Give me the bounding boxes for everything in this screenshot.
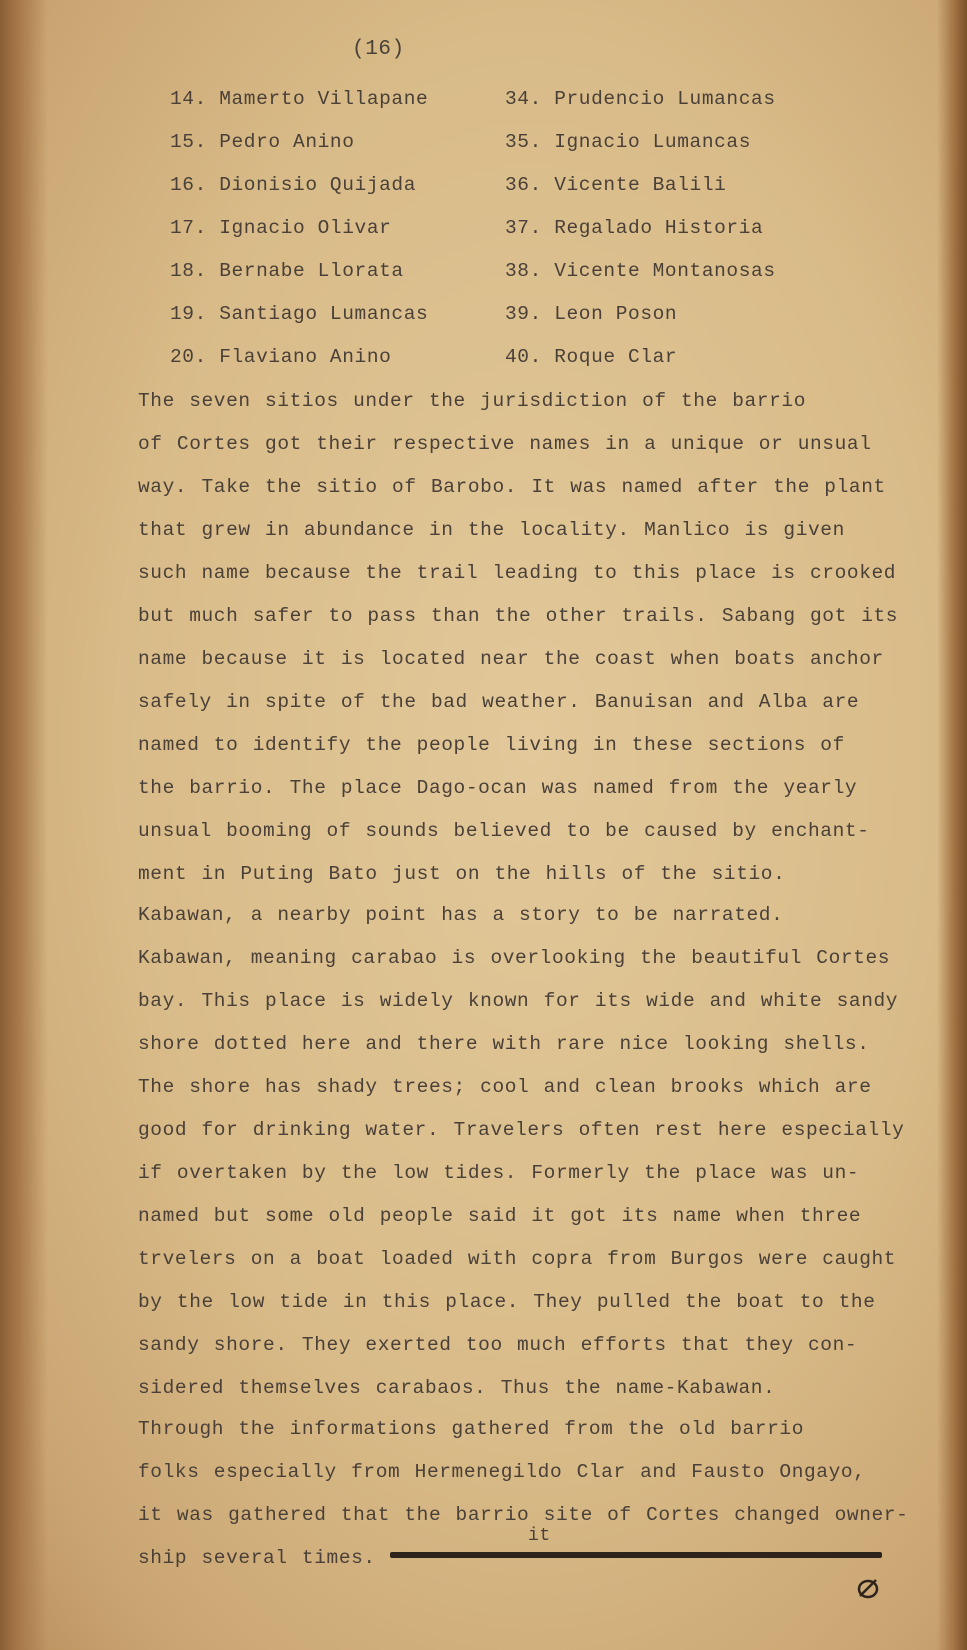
list-item: 17. Ignacio Olivar — [170, 217, 392, 239]
list-item: 19. Santiago Lumancas — [170, 303, 429, 325]
paragraph-kabawan: Kabawan, a nearby point has a story to be narrated. Kabawan, meaning carabao is overlooking the beautiful Cortes bay. This place is widely known for its wide and white sandy shore dotted here and there with rare nice looking shells. The shore has shady trees; cool and clean brooks which are good for drinking water. Travelers often rest here especially if overtaken by the low tides. Formerly the place was un- named but some old people said it got its name when three trvelers on a boat loaded with copra from Burgos were caught by the low tide in this place. They pulled the boat to the sandy shore. They exerted too much efforts that they con- sidered themselves carabaos. Thus the name-Kabawan. — [138, 904, 905, 1399]
paragraph-sitios-names: The seven sitios under the jurisdiction of the barrio of Cortes got their respective names in a unique or unsual way. Take the sitio of Barobo. It was named after the plant that grew in abundance in the locality. Manlico is given such name because the trail leading to this place is crooked but much safer to pass than the other trails. Sabang got its name because it is located near the coast when boats anchor safely in spite of the bad weather. Banuisan and Alba are named to identify the people living in these sections of the barrio. The place Dago-ocan was named from the yearly unsual booming of sounds believed to be caused by enchant- ment in Puting Bato just on the hills of the sitio. — [138, 390, 899, 885]
name-list-left — [170, 84, 428, 385]
list-item: 36. Vicente Balili — [505, 174, 727, 196]
strikethrough-line — [390, 1552, 882, 1558]
list-item: 35. Ignacio Lumancas — [505, 131, 752, 153]
list-item: 20. Flaviano Anino — [170, 346, 392, 368]
name-list-right — [505, 84, 776, 385]
list-item: 40. Roque Clar — [505, 346, 678, 368]
list-item: 38. Vicente Montanosas — [505, 260, 776, 282]
list-item: 18. Bernabe Llorata — [170, 260, 404, 282]
page-edge-shadow-left — [0, 0, 48, 1650]
list-item: 39. Leon Poson — [505, 303, 678, 325]
page-edge-shadow-right — [937, 0, 967, 1650]
page-number: (16) — [352, 38, 405, 61]
list-item: 16. Dionisio Quijada — [170, 174, 417, 196]
handwritten-insertion: it — [528, 1526, 551, 1546]
list-item: 37. Regalado Historia — [505, 217, 764, 239]
strikethrough-mark — [390, 1542, 882, 1564]
list-item: 34. Prudencio Lumancas — [505, 88, 776, 110]
paragraph-barrio-ownership: Through the informations gathered from the old barrio folks especially from Hermenegildo Clar and Fausto Ongayo, it was gathered that the barrio site of Cortes changed owner- ship several times. — [138, 1418, 909, 1569]
list-item: 14. Mamerto Villapane — [170, 88, 429, 110]
list-item: 15. Pedro Anino — [170, 131, 355, 153]
ink-scribble-icon — [856, 1574, 882, 1602]
